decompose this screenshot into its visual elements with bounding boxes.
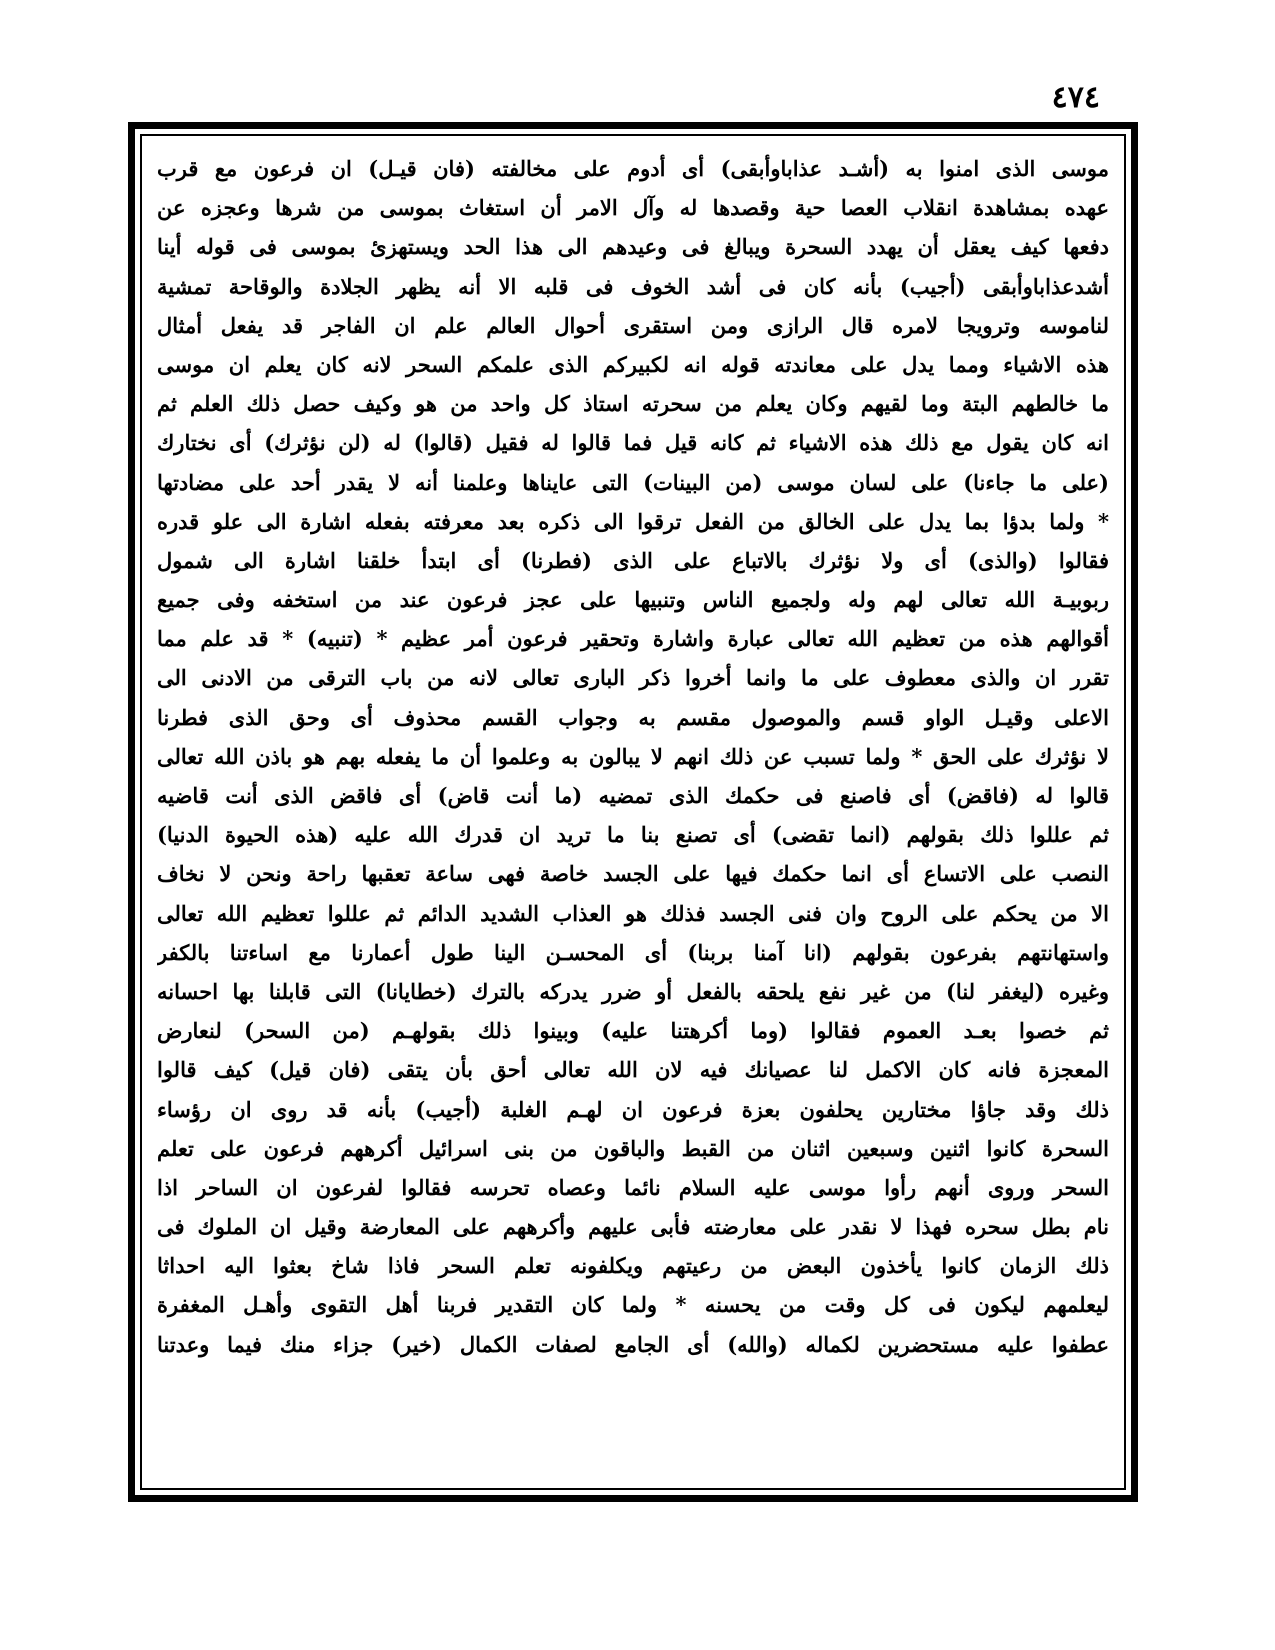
text-line: (على ما جاءنا) على لسان موسى (من البينات) التى عايناها وعلمنا أنه لا يقدر أحد على مضادتها	[157, 469, 1109, 495]
text-line: تقرر ان والذى معطوف على ما وانما أخروا ذكر البارى تعالى لانه من باب الترقى من الادنى الى	[157, 665, 1109, 691]
text-line: أشدعذاباوأبقى (أجيب) بأنه كان فى أشد الخوف فى قلبه الا أنه يظهر الجلادة والوقاحة تمشية	[157, 273, 1109, 299]
text-line: ذلك وقد جاؤا مختارين يحلفون بعزة فرعون ان لهـم الغلبة (أجيب) بأنه قد روى ان رؤساء	[157, 1096, 1109, 1122]
text-line: لناموسه وترويجا لامره قال الرازى ومن استقرى أحوال العالم علم ان الفاجر قد يفعل أمثال	[157, 312, 1109, 338]
text-line: * ولما بدؤا بما يدل على الخالق من الفعل ترقوا الى ذكره بعد معرفته بفعله اشارة الى علو قدره	[157, 508, 1109, 534]
text-body	[157, 149, 1109, 1364]
text-line: لا نؤثرك على الحق * ولما تسبب عن ذلك انهم لا يبالون به وعلموا أن ما يفعله بهم هو باذن الله تعالى	[157, 743, 1109, 769]
text-line: السحرة كانوا اثنين وسبعين اثنان من القبط والباقون من بنى اسرائيل أكرههم فرعون على تعلم	[157, 1135, 1109, 1161]
text-line: عطفوا عليه مستحضرين لكماله (والله) أى الجامع لصفات الكمال (خير) جزاء منك فيما وعدتنا	[157, 1331, 1109, 1357]
text-line: فقالوا (والذى) أى ولا نؤثرك بالاتباع على الذى (فطرنا) أى ابتدأ خلقنا اشارة الى شمول	[157, 547, 1109, 573]
text-line: وغيره (ليغفر لنا) من غير نفع يلحقه بالفعل أو ضرر يدركه بالترك (خطايانا) التى قابلنا بها احسانه	[157, 978, 1109, 1004]
text-line: ثم خصوا بعـد العموم فقالوا (وما أكرهتنا عليه) وبينوا ذلك بقولهـم (من السحر) لنعارض	[157, 1018, 1109, 1044]
text-line: موسى الذى امنوا به (أشـد عذاباوأبقى) أى أدوم على مخالفته (فان قيـل) ان فرعون مع قرب	[157, 156, 1109, 181]
text-line: النصب على الاتساع أى انما حكمك فيها على الجسد خاصة فهى ساعة تعقبها راحة ونحن لا نخاف	[157, 861, 1109, 887]
text-line: ما خالطهم البتة وما لقيهم وكان يعلم من سحرته استاذ كل واحد من هو وكيف حصل ذلك العلم ثم	[157, 391, 1109, 417]
text-line: هذه الاشياء ومما يدل على معاندته قوله انه لكبيركم الذى علمكم السحر لانه كان يعلم ان موسى	[157, 351, 1109, 377]
text-line: نام بطل سحره فهذا لا نقدر على معارضته فأبى عليهم وأكرههم على المعارضة وقيل ان الملوك فى	[157, 1214, 1109, 1240]
text-line: دفعها كيف يعقل أن يهدد السحرة ويبالغ فى وعيدهم الى هذا الحد ويستهزئ بموسى فى قوله أينا	[157, 234, 1109, 260]
text-line: ثم عللوا ذلك بقولهم (انما تقضى) أى تصنع بنا ما تريد ان قدرك الله عليه (هذه الحيوة الدنيا)	[157, 822, 1109, 848]
page-frame	[128, 122, 1138, 1502]
text-line: الاعلى وقيـل الواو قسم والموصول مقسم به وجواب القسم محذوف أى وحق الذى فطرنا	[157, 704, 1109, 730]
text-line: ليعلمهم ليكون فى كل وقت من يحسنه * ولما كان التقدير فربنا أهل التقوى وأهـل المغفرة	[157, 1292, 1109, 1318]
page-number: ٤٧٤	[1051, 80, 1100, 115]
text-line: قالوا له (فاقض) أى فاصنع فى حكمك الذى تمضيه (ما أنت قاض) أى فاقض الذى أنت قاضيه	[157, 783, 1109, 808]
text-line: ذلك الزمان كانوا يأخذون البعض من رعيتهم ويكلفونه تعلم السحر فاذا شاخ بعثوا اليه احداثا	[157, 1253, 1109, 1279]
text-line: واستهانتهم بفرعون بقولهم (انا آمنا بربنا) أى المحسـن الينا طول أعمارنا مع اساءتنا بالكفر	[157, 939, 1109, 965]
text-line: المعجزة فانه كان الاكمل لنا عصيانك فيه لان الله تعالى أحق بأن يتقى (فان قيل) كيف قالوا	[157, 1057, 1109, 1083]
text-line: السحر وروى أنهم رأوا موسى عليه السلام نائما وعصاه تحرسه فقالوا لفرعون ان الساحر اذا	[157, 1174, 1109, 1200]
text-line: الا من يحكم على الروح وان فنى الجسد فذلك هو العذاب الشديد الدائم ثم عللوا تعظيم الله تعالى	[157, 900, 1109, 926]
text-line: ربوبيـة الله تعالى لهم وله ولجميع الناس وتنبيها على عجز فرعون عند من استخفه وفى جميع	[157, 587, 1109, 613]
text-line: انه كان يقول مع ذلك هذه الاشياء ثم كانه قيل فما قالوا له فقيل (قالوا) له (لن نؤثرك) أى نختارك	[157, 430, 1109, 456]
text-line: عهده بمشاهدة انقلاب العصا حية وقصدها له وآل الامر أن استغاث بموسى من شرها وعجزه عن	[157, 195, 1109, 221]
text-line: أقوالهم هذه من تعظيم الله تعالى عبارة واشارة وتحقير فرعون أمر عظيم * (تنبيه) * قد علم مما	[157, 626, 1109, 652]
